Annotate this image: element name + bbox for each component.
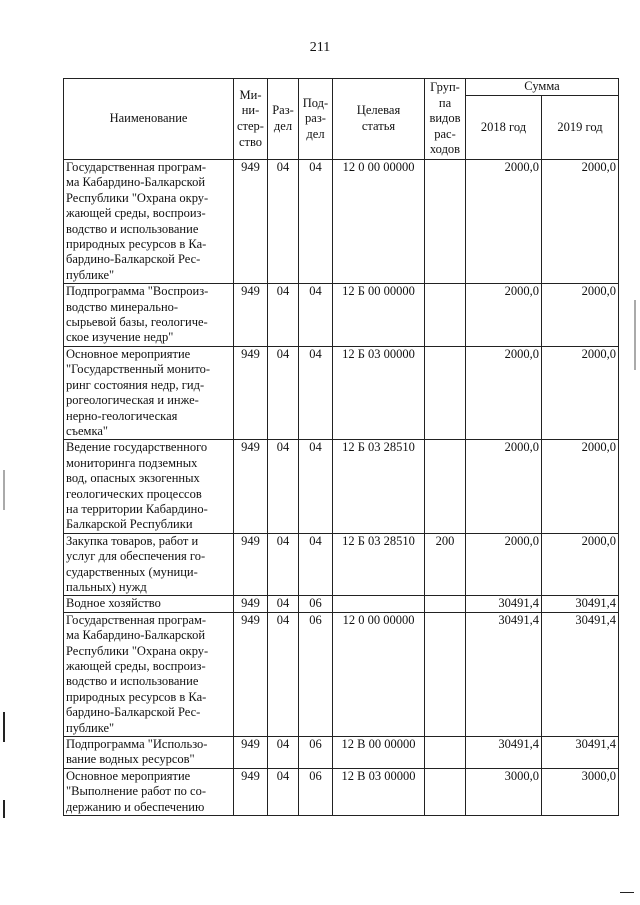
- row-name: Основное мероприятие "Выполнение работ по со- держанию и обеспечению: [64, 768, 234, 815]
- table-row: [64, 737, 619, 769]
- row-subsection: 04: [299, 346, 333, 439]
- row-section: 04: [268, 768, 299, 815]
- row-ministry: 949: [234, 737, 268, 769]
- row-expense-group: [425, 737, 466, 769]
- table-row: [64, 346, 619, 439]
- row-expense-group: [425, 768, 466, 815]
- row-ministry: 949: [234, 160, 268, 284]
- table-row: [64, 596, 619, 612]
- row-subsection: 04: [299, 284, 333, 347]
- row-subsection: 04: [299, 160, 333, 284]
- row-sum-2018: 2000,0: [466, 440, 542, 533]
- table-row: [64, 533, 619, 596]
- scan-margin-mark: [620, 892, 634, 893]
- row-target-article: 12 Б 03 00000: [333, 346, 425, 439]
- row-target-article: 12 Б 03 28510: [333, 440, 425, 533]
- row-sum-2019: 2000,0: [542, 160, 619, 284]
- table-row: [64, 160, 619, 284]
- scan-margin-mark: [3, 800, 5, 818]
- row-sum-2019: 30491,4: [542, 612, 619, 736]
- row-expense-group: [425, 160, 466, 284]
- row-ministry: 949: [234, 284, 268, 347]
- header-ministry: Ми- ни- стер- ство: [234, 79, 268, 160]
- row-target-article: 12 Б 00 00000: [333, 284, 425, 347]
- row-section: 04: [268, 160, 299, 284]
- scan-margin-mark: [3, 712, 5, 742]
- header-subsection: Под- раз- дел: [299, 79, 333, 160]
- row-subsection: 06: [299, 768, 333, 815]
- header-target: Целевая статья: [333, 79, 425, 160]
- row-section: 04: [268, 440, 299, 533]
- row-sum-2019: 30491,4: [542, 596, 619, 612]
- row-sum-2018: 3000,0: [466, 768, 542, 815]
- row-section: 04: [268, 596, 299, 612]
- row-sum-2019: 2000,0: [542, 533, 619, 596]
- row-target-article: 12 В 03 00000: [333, 768, 425, 815]
- row-target-article: 12 В 00 00000: [333, 737, 425, 769]
- row-ministry: 949: [234, 768, 268, 815]
- table-body: [64, 160, 619, 816]
- row-target-article: 12 Б 03 28510: [333, 533, 425, 596]
- header-group: Груп- па видов рас- ходов: [425, 79, 466, 160]
- table-row: [64, 284, 619, 347]
- table-row: [64, 440, 619, 533]
- header-name: Наименование: [64, 79, 234, 160]
- row-sum-2019: 3000,0: [542, 768, 619, 815]
- header-year-2019: 2019 год: [542, 96, 619, 160]
- scan-margin-mark: [634, 300, 636, 370]
- row-sum-2018: 2000,0: [466, 346, 542, 439]
- row-name: Ведение государственного мониторинга подземных вод, опасных экзогенных геологических процессов на территории Кабардино- Балкарской Республики: [64, 440, 234, 533]
- row-section: 04: [268, 284, 299, 347]
- row-sum-2018: 30491,4: [466, 596, 542, 612]
- header-year-2018: 2018 год: [466, 96, 542, 160]
- row-ministry: 949: [234, 533, 268, 596]
- row-sum-2019: 2000,0: [542, 346, 619, 439]
- row-target-article: 12 0 00 00000: [333, 160, 425, 284]
- row-section: 04: [268, 737, 299, 769]
- row-ministry: 949: [234, 612, 268, 736]
- row-name: Государственная програм- ма Кабардино-Балкарской Республики "Охрана окру- жающей среды, воспроиз- водство и использование природных ресурсов в Ка- бардино-Балкарской Рес- публике": [64, 612, 234, 736]
- table-row: [64, 768, 619, 815]
- row-expense-group: [425, 346, 466, 439]
- row-subsection: 06: [299, 737, 333, 769]
- row-name: Подпрограмма "Использо- вание водных ресурсов": [64, 737, 234, 769]
- row-name: Подпрограмма "Воспроиз- водство минерально- сырьевой базы, геологиче- ское изучение недр": [64, 284, 234, 347]
- scan-margin-mark: [3, 470, 5, 510]
- row-subsection: 04: [299, 533, 333, 596]
- row-sum-2018: 30491,4: [466, 612, 542, 736]
- row-ministry: 949: [234, 596, 268, 612]
- row-subsection: 06: [299, 596, 333, 612]
- row-expense-group: [425, 612, 466, 736]
- row-expense-group: 200: [425, 533, 466, 596]
- row-subsection: 04: [299, 440, 333, 533]
- row-expense-group: [425, 596, 466, 612]
- row-expense-group: [425, 284, 466, 347]
- row-expense-group: [425, 440, 466, 533]
- table-row: [64, 612, 619, 736]
- budget-table: [63, 78, 619, 816]
- row-name: Водное хозяйство: [64, 596, 234, 612]
- row-sum-2018: 2000,0: [466, 533, 542, 596]
- row-section: 04: [268, 533, 299, 596]
- row-section: 04: [268, 346, 299, 439]
- row-target-article: 12 0 00 00000: [333, 612, 425, 736]
- header-sum: Сумма: [466, 79, 619, 96]
- row-ministry: 949: [234, 440, 268, 533]
- row-sum-2018: 2000,0: [466, 284, 542, 347]
- row-sum-2018: 30491,4: [466, 737, 542, 769]
- row-ministry: 949: [234, 346, 268, 439]
- row-target-article: [333, 596, 425, 612]
- row-name: Закупка товаров, работ и услуг для обеспечения го- сударственных (муници- пальных) нужд: [64, 533, 234, 596]
- row-sum-2019: 2000,0: [542, 440, 619, 533]
- row-subsection: 06: [299, 612, 333, 736]
- row-name: Государственная програм- ма Кабардино-Балкарской Республики "Охрана окру- жающей среды, воспроиз- водство и использование природных ресурсов в Ка- бардино-Балкарской Рес- публике": [64, 160, 234, 284]
- row-sum-2019: 2000,0: [542, 284, 619, 347]
- header-section: Раз- дел: [268, 79, 299, 160]
- row-section: 04: [268, 612, 299, 736]
- row-sum-2019: 30491,4: [542, 737, 619, 769]
- row-sum-2018: 2000,0: [466, 160, 542, 284]
- row-name: Основное мероприятие "Государственный монито- ринг состояния недр, гид- рогеологическая и инже- нерно-геологическая съемка": [64, 346, 234, 439]
- page-number: 211: [309, 40, 331, 55]
